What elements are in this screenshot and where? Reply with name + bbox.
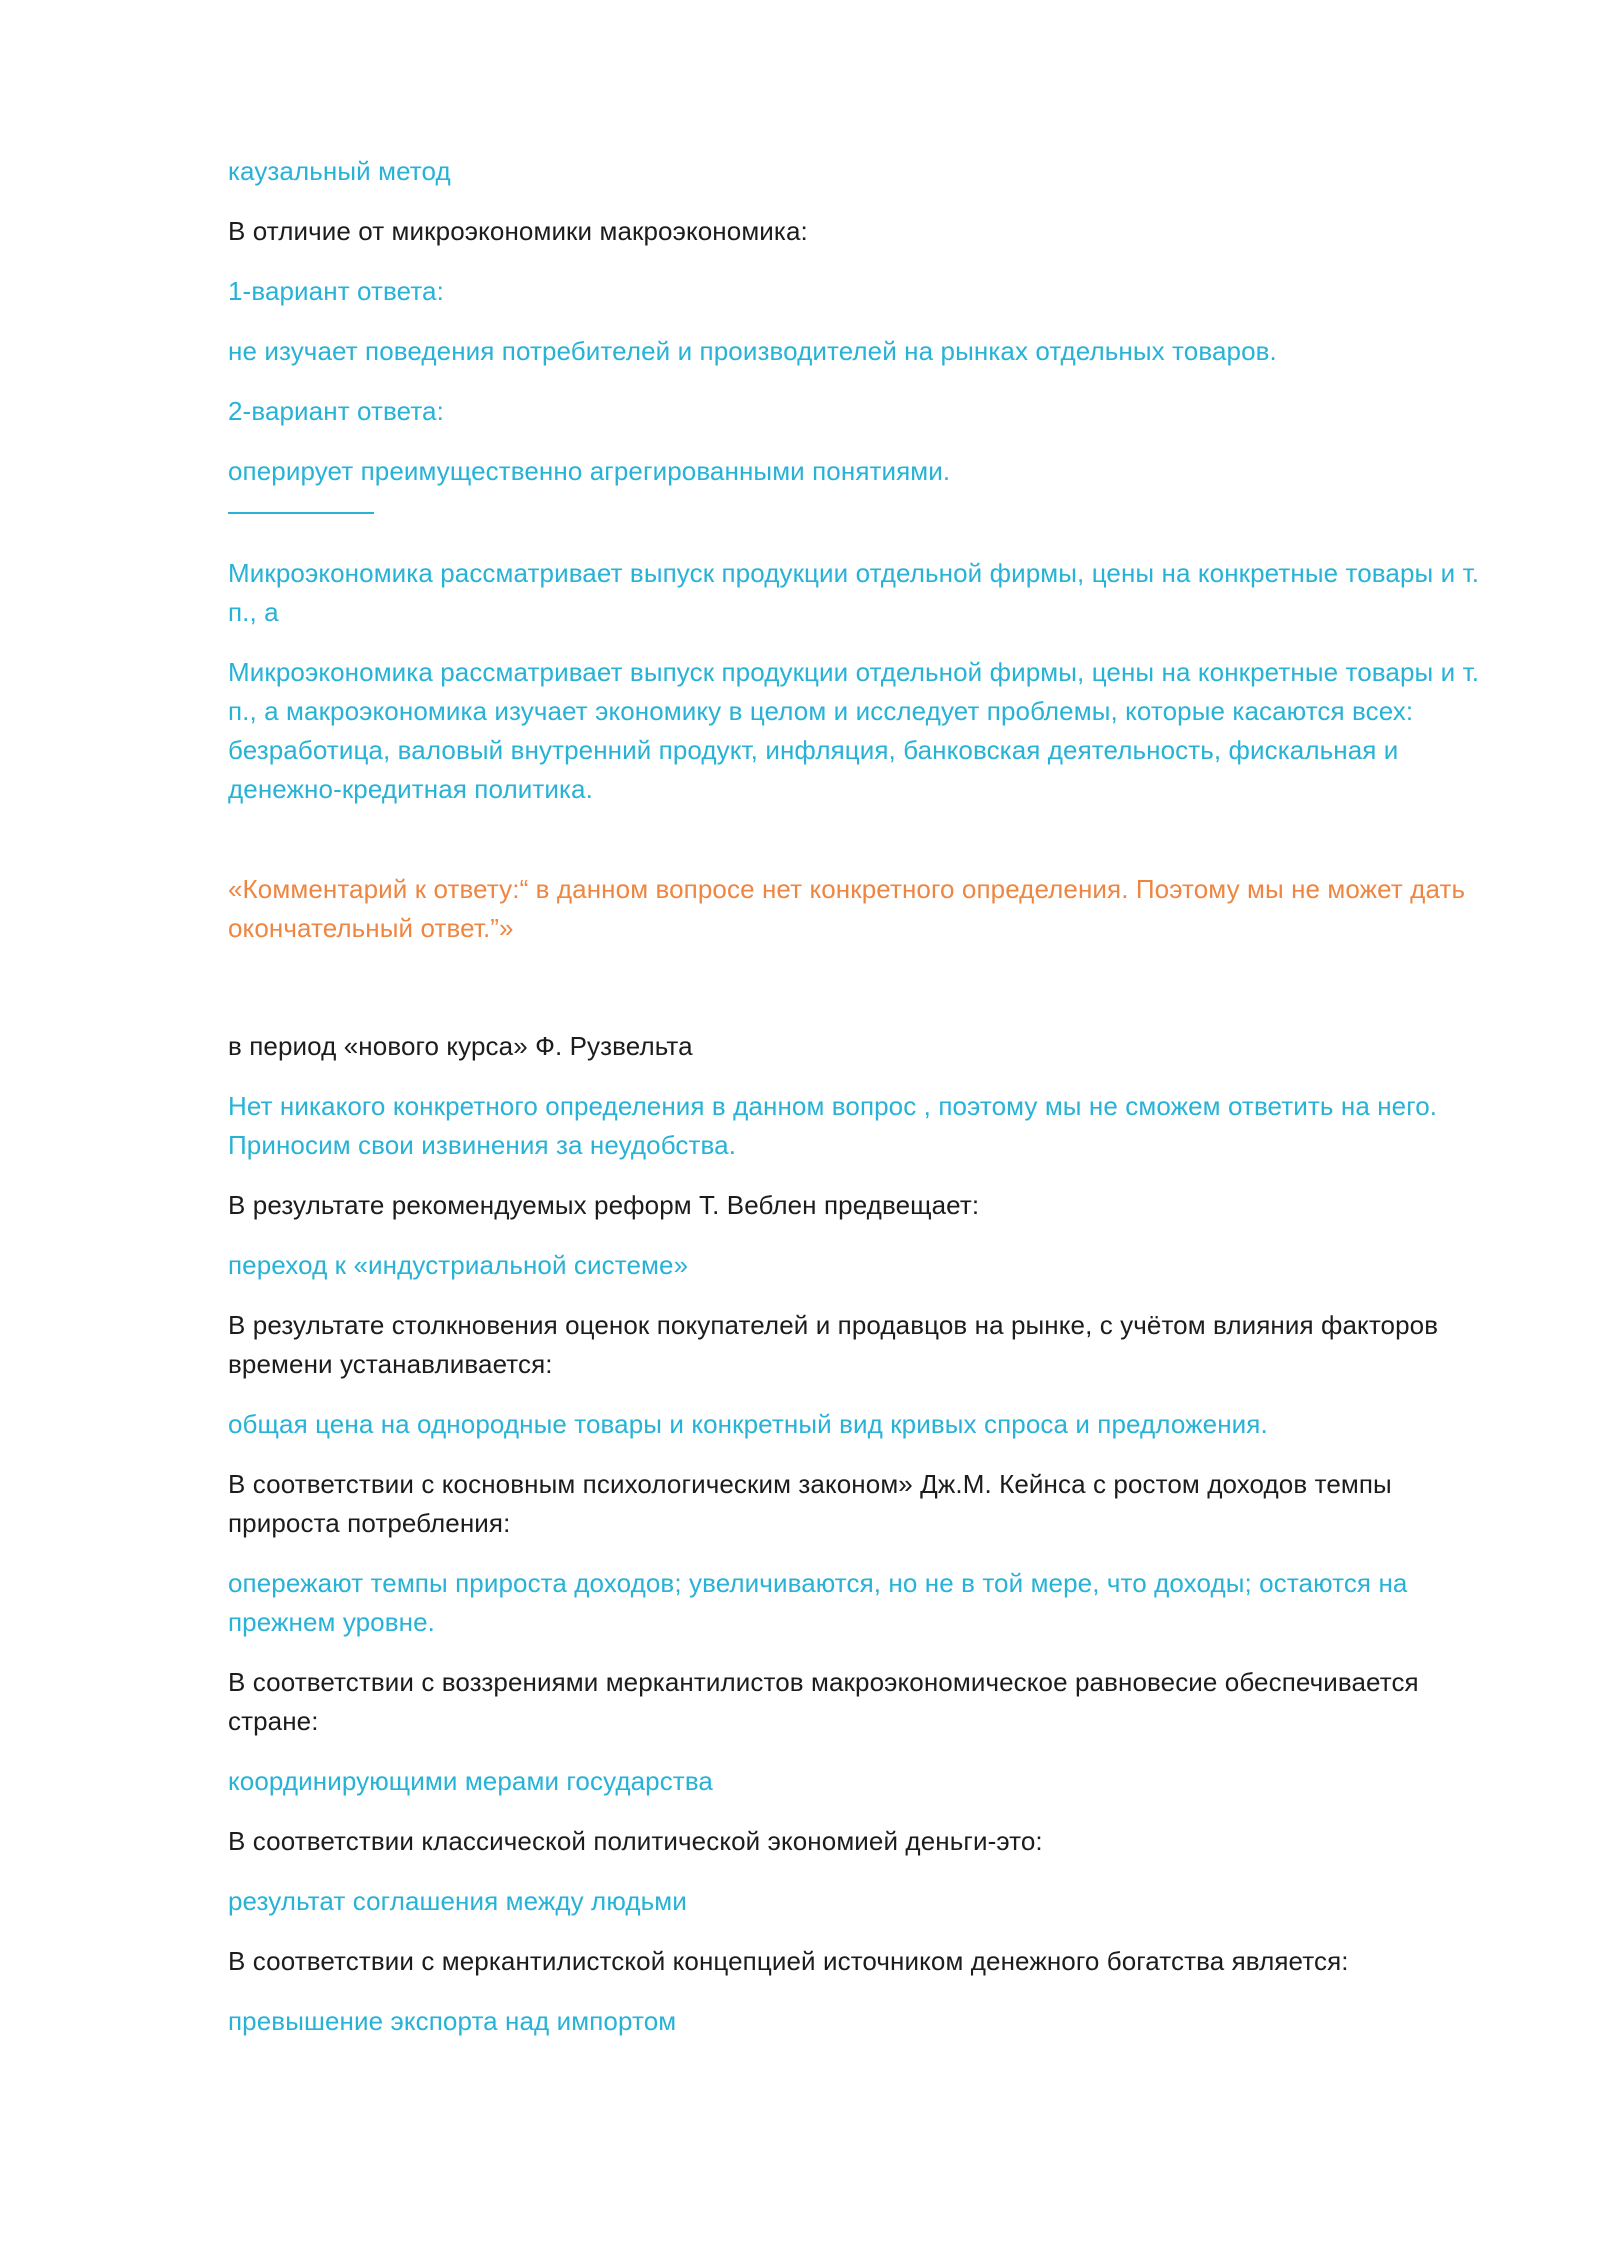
answer-text: не изучает поведения потребителей и производителей на рынках отдельных товаров. xyxy=(228,336,1277,366)
question-text: В соответствии с меркантилистской концепцией источником денежного богатства является: xyxy=(228,1946,1349,1976)
question-text: в период «нового курса» Ф. Рузвельта xyxy=(228,1031,693,1061)
question-text: В соответствии классической политической экономией деньги-это: xyxy=(228,1826,1043,1856)
answer-text: Нет никакого конкретного определения в данном вопрос , поэтому мы не сможем ответить на него. Приносим свои извинения за неудобства. xyxy=(228,1091,1438,1160)
question-text: В соответствии с воззрениями меркантилистов макроэкономическое равновесие обеспечивается стране: xyxy=(228,1667,1419,1736)
answer-text: результат соглашения между людьми xyxy=(228,1886,687,1916)
answer-text: Микроэкономика рассматривает выпуск продукции отдельной фирмы, цены на конкретные товары и т. п., а xyxy=(228,558,1480,627)
separator-line xyxy=(228,512,374,514)
question-text: В соответствии с косновным психологическим законом» Дж.М. Кейнса с ростом доходов темпы прироста потребления: xyxy=(228,1469,1392,1538)
spacer xyxy=(228,830,1488,870)
comment-text: «Комментарий к ответу:“ в данном вопросе нет конкретного определения. Поэтому мы не может дать окончательный ответ.”» xyxy=(228,874,1466,943)
answer-text: опережают темпы прироста доходов; увеличиваются, но не в той мере, что доходы; остаются на прежнем уровне. xyxy=(228,1568,1408,1637)
question-text: В результате рекомендуемых реформ Т. Веблен предвещает: xyxy=(228,1190,980,1220)
question-text: В результате столкновения оценок покупателей и продавцов на рынке, с учётом влияния факторов времени устанавливается: xyxy=(228,1310,1439,1379)
answer-text: оперирует преимущественно агрегированными понятиями. xyxy=(228,456,951,486)
answer-variant-label: 1-вариант ответа: xyxy=(228,276,444,306)
answer-text: переход к «индустриальной системе» xyxy=(228,1250,689,1280)
answer-text: координирующими мерами государства xyxy=(228,1766,713,1796)
document-page xyxy=(228,152,1488,2062)
answer-text: каузальный метод xyxy=(228,156,451,186)
answer-variant-label: 2-вариант ответа: xyxy=(228,396,444,426)
answer-text: Микроэкономика рассматривает выпуск продукции отдельной фирмы, цены на конкретные товары и т. п., а макроэкономика изучает экономику в целом и исследует проблемы, которые касаются всех: безработица, валовый внутренний продукт, инфляция, банковская деятельность, фискальная и денежно-кредитная политика. xyxy=(228,657,1480,804)
answer-text: общая цена на однородные товары и конкретный вид кривых спроса и предложения. xyxy=(228,1409,1268,1439)
question-text: В отличие от микроэкономики макроэкономика: xyxy=(228,216,808,246)
answer-text: превышение экспорта над импортом xyxy=(228,2006,677,2036)
spacer xyxy=(228,969,1488,1027)
